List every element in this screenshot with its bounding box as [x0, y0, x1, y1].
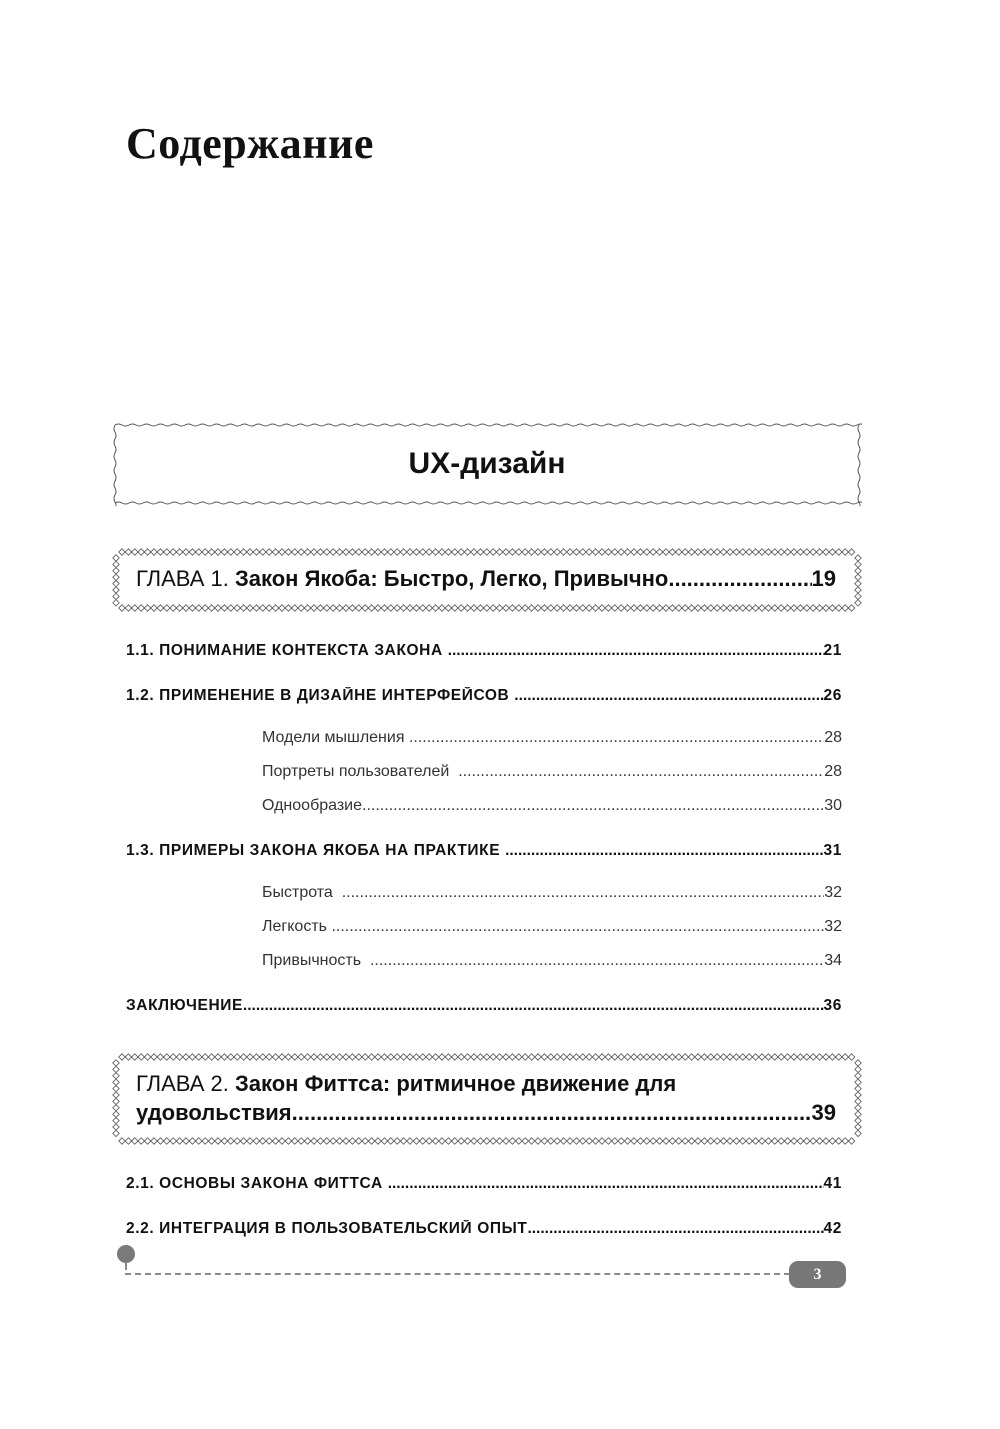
toc-subentry[interactable] — [262, 884, 842, 902]
chapter-label: ГЛАВА 1. — [136, 566, 229, 591]
toc-entry[interactable] — [126, 997, 842, 1015]
toc-entry[interactable] — [126, 1220, 842, 1238]
dot-leader — [292, 1098, 812, 1127]
entry-title: 1.1. ПОНИМАНИЕ КОНТЕКСТА ЗАКОНА — [126, 642, 443, 659]
toc-subentry[interactable] — [262, 918, 842, 936]
entry-page: 42 — [823, 1220, 842, 1237]
toc-subentry[interactable] — [262, 952, 842, 970]
page-number-badge: 3 — [789, 1261, 846, 1288]
footer-stem — [125, 1262, 127, 1270]
entry-title: Портреты пользователей — [262, 763, 450, 780]
toc-subentry[interactable] — [262, 729, 842, 747]
chapter-name: Закон Якоба: Быстро, Легко, Привычно — [235, 566, 669, 591]
dot-leader — [448, 642, 824, 660]
entry-page: 21 — [823, 642, 842, 659]
chapter-2-text[interactable] — [136, 1069, 836, 1127]
entry-title: 2.2. ИНТЕГРАЦИЯ В ПОЛЬЗОВАТЕЛЬСКИЙ ОПЫТ — [126, 1220, 528, 1237]
entry-page: 26 — [823, 687, 842, 704]
entry-page: 32 — [824, 918, 842, 935]
entry-page: 32 — [824, 884, 842, 901]
part-title: UX-дизайн — [408, 447, 566, 480]
dot-leader — [514, 687, 823, 705]
entry-page: 28 — [824, 763, 842, 780]
chapter-name-line1: Закон Фиттса: ритмичное движение для — [235, 1071, 677, 1096]
footer-dashed-rule — [125, 1273, 790, 1275]
page-title: Содержание — [126, 119, 374, 168]
entry-title: 1.3. ПРИМЕРЫ ЗАКОНА ЯКОБА НА ПРАКТИКЕ — [126, 842, 501, 859]
toc-entry[interactable] — [126, 687, 842, 705]
entry-title: Привычность — [262, 952, 362, 969]
entry-title: ЗАКЛЮЧЕНИЕ — [126, 997, 243, 1014]
dot-leader — [243, 997, 824, 1015]
toc-entry[interactable] — [126, 842, 842, 860]
footer-bullet-icon — [117, 1245, 135, 1263]
entry-title: Легкость — [262, 918, 327, 935]
dot-leader — [409, 729, 824, 747]
dot-leader — [458, 763, 824, 781]
chapter-2-heading[interactable] — [112, 1053, 862, 1145]
chapter-page-number: 19 — [811, 566, 836, 591]
entry-page: 28 — [824, 729, 842, 746]
entry-page: 36 — [823, 997, 842, 1014]
dot-leader — [342, 884, 824, 902]
chapter-1-line[interactable] — [136, 564, 836, 593]
toc-subentry[interactable] — [262, 797, 842, 815]
dot-leader — [527, 1220, 823, 1238]
chapter-label: ГЛАВА 2. — [136, 1071, 229, 1096]
entry-page: 30 — [824, 797, 842, 814]
dot-leader — [331, 918, 824, 936]
chapter-page-number: 39 — [811, 1100, 836, 1125]
entry-title: Быстрота — [262, 884, 333, 901]
entry-title: Модели мышления — [262, 729, 405, 746]
dot-leader — [370, 952, 824, 970]
toc-subentry[interactable] — [262, 763, 842, 781]
toc-entry[interactable] — [126, 642, 842, 660]
chapter-1-heading[interactable] — [112, 548, 862, 612]
part-heading-box — [112, 422, 862, 506]
dot-leader — [505, 842, 823, 860]
dot-leader — [388, 1175, 824, 1193]
entry-title: 2.1. ОСНОВЫ ЗАКОНА ФИТТСА — [126, 1175, 383, 1192]
entry-page: 34 — [824, 952, 842, 969]
dot-leader — [362, 797, 824, 815]
dot-leader — [668, 564, 811, 593]
entry-title: 1.2. ПРИМЕНЕНИЕ В ДИЗАЙНЕ ИНТЕРФЕЙСОВ — [126, 687, 510, 704]
entry-title: Однообразие — [262, 797, 363, 814]
entry-page: 31 — [823, 842, 842, 859]
entry-page: 41 — [823, 1175, 842, 1192]
chapter-name-line2: удовольствия — [136, 1100, 292, 1125]
toc-entry[interactable] — [126, 1175, 842, 1193]
